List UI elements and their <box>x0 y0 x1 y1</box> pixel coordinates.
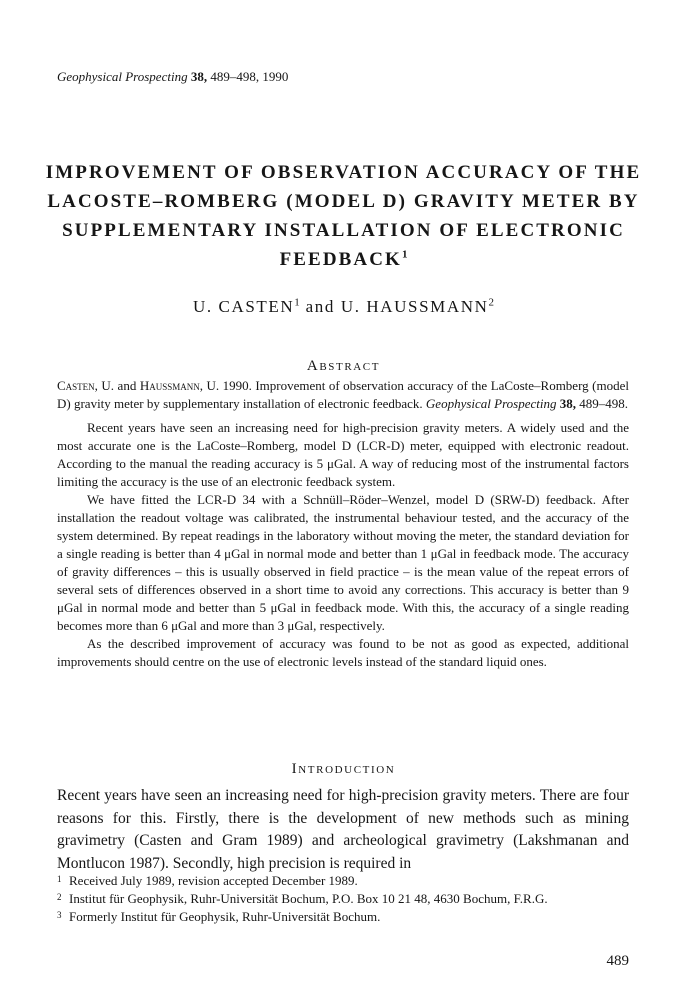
footnote-text: Formerly Institut für Geophysik, Ruhr-Universität Bochum. <box>69 909 381 924</box>
footnote-mark: 2 <box>57 892 62 902</box>
citation-author-1: Casten <box>57 378 95 393</box>
footnote-mark: 3 <box>57 910 62 920</box>
citation-journal: Geophysical Prospecting <box>425 396 557 411</box>
abstract-heading: Abstract <box>306 358 381 374</box>
citation-volume: 38, <box>559 396 576 411</box>
journal-volume: 38, <box>190 69 208 84</box>
page-number: 489 <box>606 953 629 969</box>
title-footnote-mark: 1 <box>401 248 408 261</box>
footnote-mark: 1 <box>57 874 62 884</box>
abstract-paragraph: As the described improvement of accuracy was found to be not as good as expected, additional improvements should centre on the use of electronic levels instead of the standard liquid ones. <box>57 636 629 669</box>
author-1: U. CASTEN <box>192 297 295 316</box>
introduction-heading: Introduction <box>291 761 396 777</box>
footnote <box>57 890 629 908</box>
paper-title <box>30 158 657 274</box>
abstract-citation <box>57 377 629 413</box>
introduction-paragraph: Recent years have seen an increasing need for high-precision gravity meters. There are four reasons for this. Firstly, there is the development of new methods such as mining gravimetry (Casten and Gram 1989) and archeological gravimetry (Lakshmanan and Montlucon 1987). Secondly, high precision is required in <box>57 787 629 872</box>
author-2-mark: 2 <box>488 296 495 309</box>
footnote <box>57 872 629 890</box>
footnote <box>57 908 629 926</box>
author-conjunction: and <box>305 297 335 316</box>
author-2: U. HAUSSMANN <box>340 297 489 316</box>
journal-pages-year: 489–498, 1990 <box>210 69 289 84</box>
citation-title: , U. 1990. Improvement of observation accuracy of the LaCoste–Romberg (model D) gravity meter by supplementary installation of electronic feedback. <box>57 378 629 411</box>
journal-name: Geophysical Prospecting <box>57 69 188 84</box>
author-1-mark: 1 <box>294 296 300 309</box>
abstract-paragraph: We have fitted the LCR-D 34 with a Schnüll–Röder–Wenzel, model D (SRW-D) feedback. After installation the readout voltage was calibrated, the instrumental behaviour tested, and the accuracy of the system determined. By repeat readings in the laboratory without moving the meter, the standard deviation for a single reading is better than 4 μGal in normal mode and better than 1 μGal in feedback mode. The accuracy of gravity differences – this is usually observed in field practice – is the mean value of the repeat errors of several sets of differences observed in a short time to avoid any corrections. This accuracy is better than 9 μGal in normal mode and better than 5 μGal in feedback mode. With this, the accuracy of a single reading becomes more than 6 μGal and more than 3 μGal, respectively. <box>57 492 629 633</box>
footnote-text: Received July 1989, revision accepted December 1989. <box>69 873 358 888</box>
author-line <box>30 296 657 318</box>
citation-author-2: Haussmann <box>139 378 200 393</box>
citation-initials-1: , U. and <box>94 378 140 393</box>
citation-pages: 489–498. <box>579 396 628 411</box>
footnote-text: Institut für Geophysik, Ruhr-Universität Bochum, P.O. Box 10 21 48, 4630 Bochum, F.R.G. <box>69 891 548 906</box>
abstract-paragraph: Recent years have seen an increasing need for high-precision gravity meters. A widely used and the most accurate one is the LaCoste–Romberg, model D (LCR-D) meter, equipped with electronic readout. According to the manual the reading accuracy is 5 μGal. A way of reducing most of the instrumental factors limiting the accuracy is the use of an electronic feedback system. <box>57 420 629 489</box>
abstract-body <box>57 377 629 671</box>
paper-title-text: IMPROVEMENT OF OBSERVATION ACCURACY OF THE LACOSTE–ROMBERG (MODEL D) GRAVITY METER BY SUPPLEMENTARY INSTALLATION OF ELECTRONIC FEEDBACK <box>45 162 642 270</box>
journal-reference <box>57 68 288 86</box>
footnotes <box>57 872 629 926</box>
